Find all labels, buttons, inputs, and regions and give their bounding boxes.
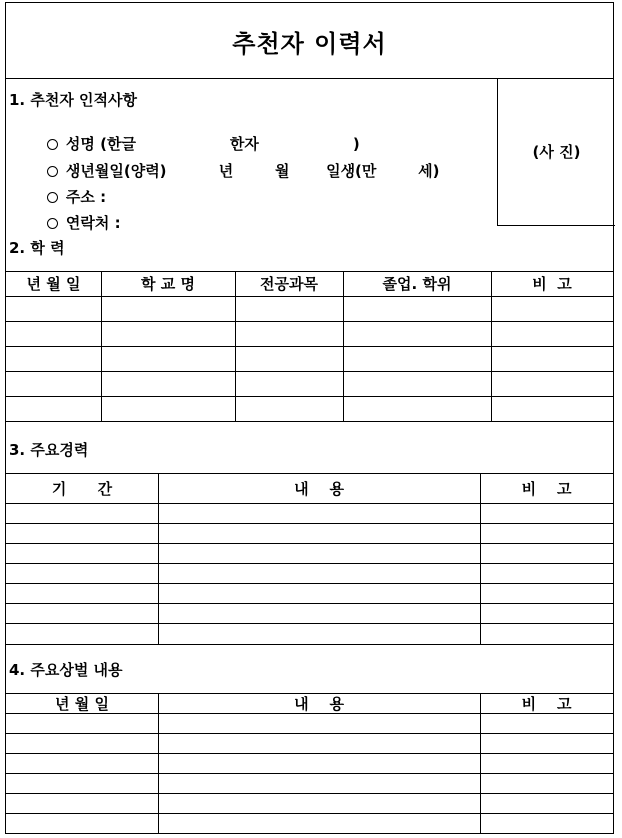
personal-heading: 1. 추천자 인적사항 bbox=[9, 91, 138, 109]
resume-form bbox=[5, 2, 614, 834]
career-heading: 3. 주요경력 bbox=[9, 441, 89, 459]
address-label: 주소 : bbox=[65, 188, 107, 206]
awards-col-remarks: 비 고 bbox=[521, 694, 572, 713]
career-col-content: 내 용 bbox=[294, 479, 344, 498]
career-table bbox=[6, 473, 613, 645]
education-col-date: 년 월 일 bbox=[26, 275, 81, 293]
photo-label: (사 진) bbox=[532, 143, 581, 161]
awards-table bbox=[6, 693, 613, 834]
career-col-remarks: 비 고 bbox=[521, 479, 572, 498]
photo-box bbox=[497, 78, 615, 226]
education-heading: 2. 학 력 bbox=[9, 239, 65, 257]
circle-bullet-icon bbox=[47, 218, 58, 229]
career-col-period: 기 간 bbox=[51, 479, 113, 498]
education-col-remarks: 비 고 bbox=[532, 275, 572, 293]
birth-label: 생년월일(양력) 년 월 일생(만 세) bbox=[65, 162, 440, 180]
awards-heading: 4. 주요상벌 내용 bbox=[9, 661, 123, 679]
form-title: 추천자 이력서 bbox=[232, 29, 387, 58]
education-col-degree: 졸업. 학위 bbox=[382, 275, 452, 293]
education-col-major: 전공과목 bbox=[260, 275, 318, 293]
name-label: 성명 (한글 한자 ) bbox=[65, 135, 360, 153]
education-col-school: 학 교 명 bbox=[141, 275, 195, 293]
awards-col-date: 년 월 일 bbox=[55, 694, 109, 713]
awards-col-content: 내 용 bbox=[294, 694, 344, 713]
education-table bbox=[6, 271, 613, 422]
contact-label: 연락처 : bbox=[65, 214, 121, 232]
